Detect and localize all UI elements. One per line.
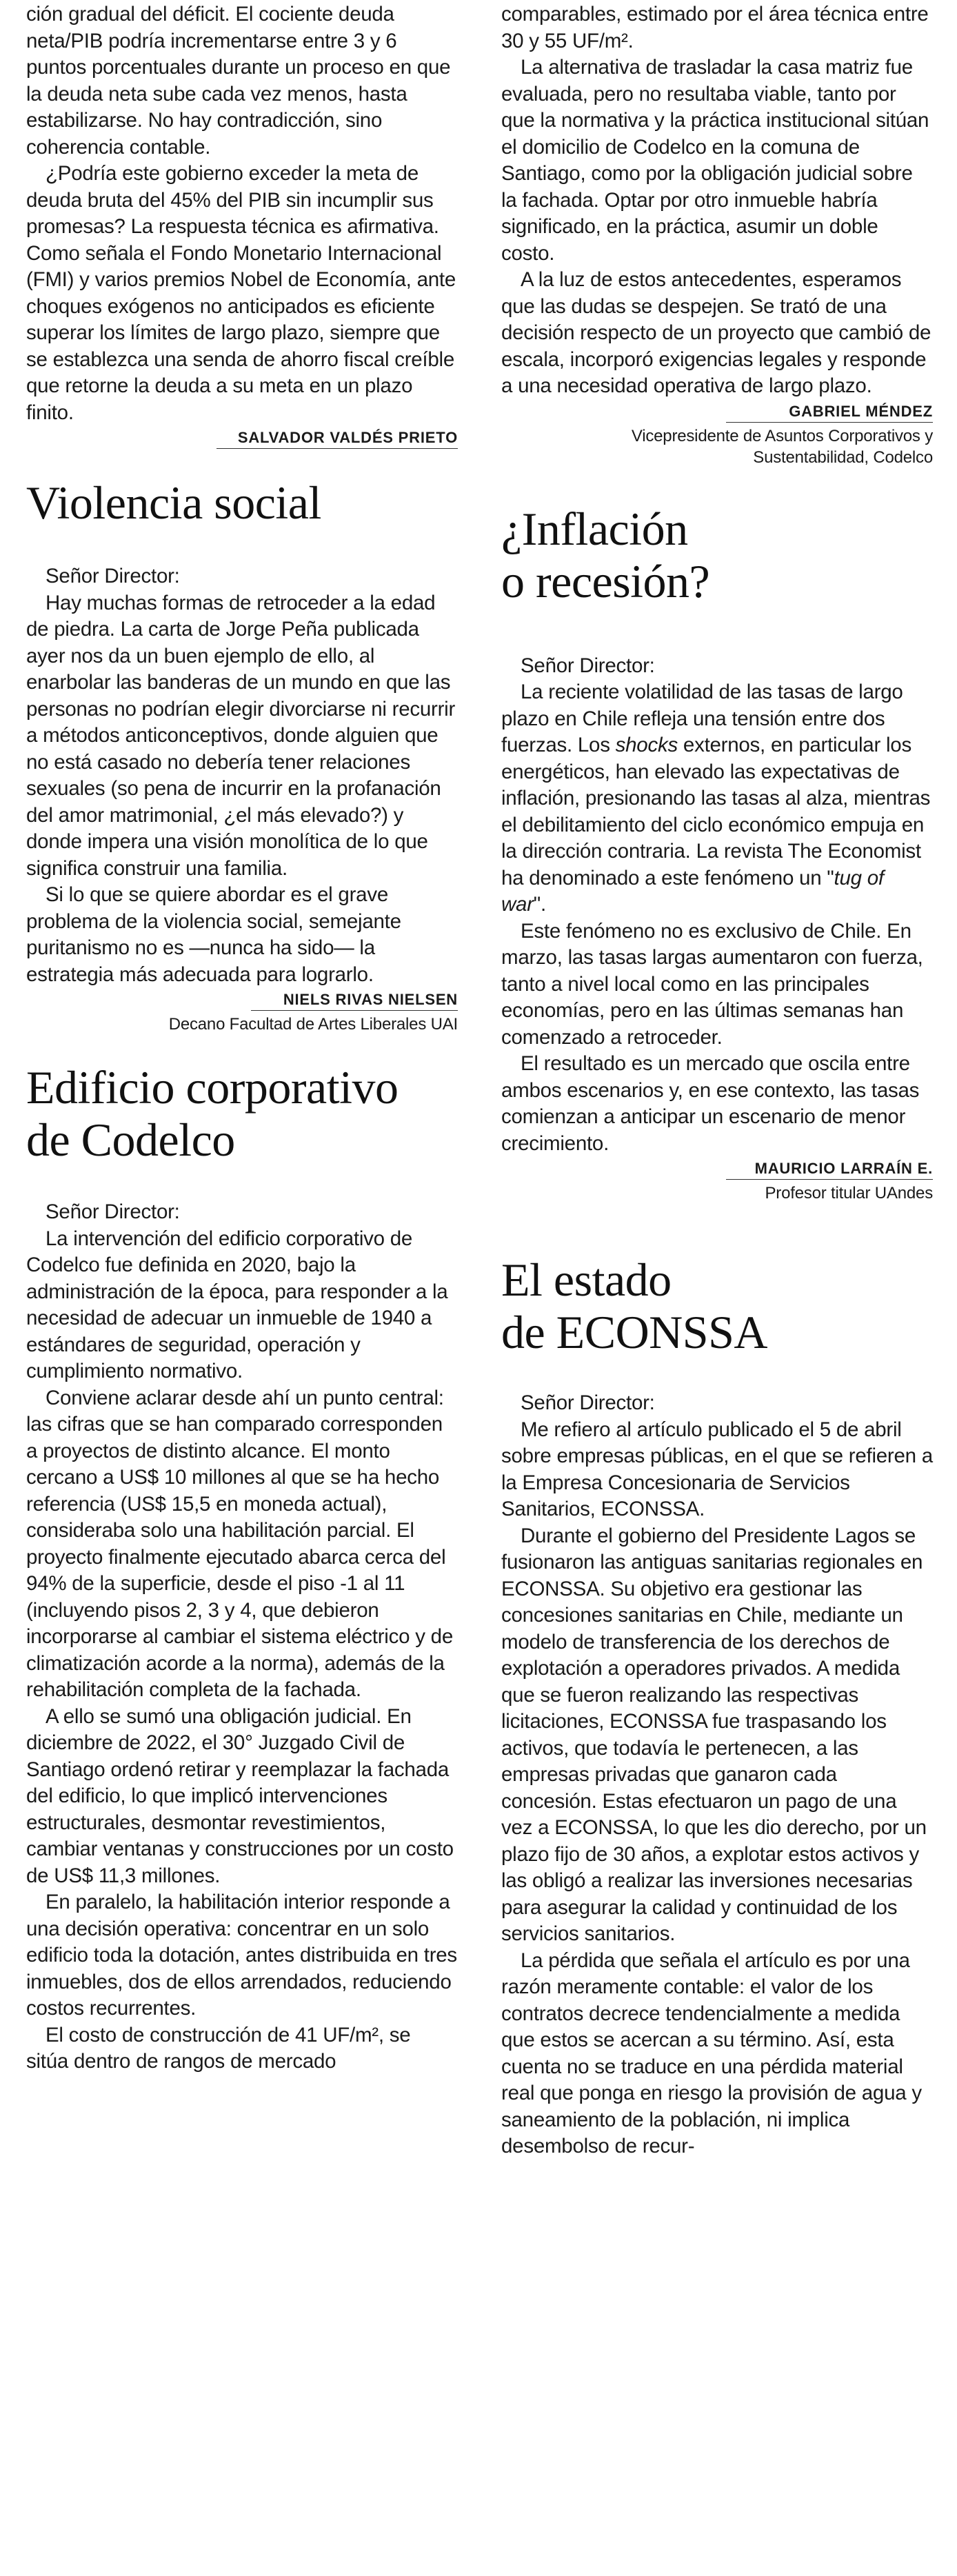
text-run: La reciente volatilidad de las tasas de largo plazo en Chile refleja una tensión entre dos fuerzas. Los <box>501 681 903 756</box>
signature: SALVADOR VALDÉS PRIETO <box>237 429 458 446</box>
signature: GABRIEL MÉNDEZ <box>789 402 933 420</box>
paragraph: Durante el gobierno del Presidente Lagos se fusionaron las antiguas sanitarias regionales en ECONSSA. Su objetivo era gestionar las concesiones sanitarias en Chile, mediante un modelo de transferencia de los derechos de explotación a operadores privados. A medida que se fueron realizando las respectivas licitaciones, ECONSSA fue traspasando los activos, que todavía le pertenecen, a las empresas privadas que ganaron cada concesión. Estas efectuaron un pago de una vez a ECONSSA, lo que les dio derecho, por un plazo fijo de 30 años, a explotar estos activos y las obligó a realizar las inversiones necesarias para asegurar la calidad y continuidad de los servicios sanitarios. <box>501 1524 927 1945</box>
headline <box>26 1061 458 1166</box>
headline-line: de ECONSSA <box>501 1306 768 1358</box>
paragraph: ¿Podría este gobierno exceder la meta de deuda bruta del 45% del PIB sin incumplir sus promesas? La respuesta técnica es afirmativa. Como señala el Fondo Monetario Internacional (FMI) y varios premios Nobel de Economía, ante choques exógenos no anticipados es eficiente superar los límites de largo plazo, siempre que se establezca una senda de ahorro fiscal creíble que retorne la deuda a su meta en un plazo finito. <box>26 162 456 424</box>
letter-estado-econssa <box>501 1254 933 2160</box>
salutation: Señor Director: <box>521 1391 655 1414</box>
letter-violencia-social <box>26 476 458 1035</box>
signature-rule <box>726 1179 933 1180</box>
paragraph: Este fenómeno no es exclusivo de Chile. En marzo, las tasas largas aumentaron con fuerza, tanto a nivel local como en las principales economías, pero en las últimas semanas han comenzado a retroceder. <box>501 919 923 1049</box>
signature-rule <box>216 448 458 449</box>
signature: MAURICIO LARRAÍN E. <box>754 1160 933 1177</box>
paragraph: La pérdida que señala el artículo es por una razón meramente contable: el valor de los contratos decrece tendencialmente a medida que estos se acercan a su término. Así, esta cuenta no se traduce en una pérdida material real que ponga en riesgo la provisión de agua y saneamiento de la población, ni implica desembolso de recur- <box>501 1949 922 2157</box>
paragraph: Si lo que se quiere abordar es el grave problema de la violencia social, semejante puritanismo no es —nunca ha sido— la estrategia más adecuada para lograrlo. <box>26 883 401 986</box>
letter-edificio-codelco <box>26 1061 458 2075</box>
paragraph: La intervención del edificio corporativo de Codelco fue definida en 2020, bajo la administración de la época, para responder a la necesidad de adecuar un inmueble de 1940 a estándares de seguridad, operación y cumplimiento normativo. <box>26 1227 448 1382</box>
paragraph: A ello se sumó una obligación judicial. En diciembre de 2022, el 30° Juzgado Civil de Santiago ordenó retirar y reemplazar la fachada del edificio, lo que implicó intervenciones estructurales, desmontar revestimientos, cambiar ventanas y construcciones por un costo de US$ 11,3 millones. <box>26 1704 454 1887</box>
affiliation-line: Sustentabilidad, Codelco <box>753 447 933 467</box>
paragraph: ción gradual del déficit. El cociente deuda neta/PIB podría incrementarse entre 3 y 6 puntos porcentuales durante un proceso en que la deuda neta sube cada vez menos, hasta estabilizarse. No hay contradicción, sino coherencia contable. <box>26 3 451 159</box>
salutation: Señor Director: <box>46 565 180 587</box>
paragraph: comparables, estimado por el área técnica entre 30 y 55 UF/m². <box>501 3 929 52</box>
text-run: externos, en particular los energéticos, han elevado las expectativas de inflación, presionando las tasas al alza, mientras el debilitamiento del ciclo económico empuja en la dirección contraria. La revista The Economist ha denominado a este fenómeno un " <box>501 734 931 889</box>
paragraph: La alternativa de trasladar la casa matriz fue evaluada, pero no resultaba viable, tanto por que la normativa y la práctica institucional sitúan el domicilio de Codelco en la comuna de Santiago, como por la obligación judicial sobre la fachada. Optar por otro inmueble habría significado, en la práctica, asumir un doble costo. <box>501 56 929 265</box>
signature: NIELS RIVAS NIELSEN <box>283 991 458 1008</box>
headline-line: El estado <box>501 1254 672 1306</box>
headline-line: de Codelco <box>26 1114 235 1166</box>
paragraph: El costo de construcción de 41 UF/m², se sitúa dentro de rangos de mercado <box>26 2023 411 2073</box>
salutation: Señor Director: <box>46 1200 180 1223</box>
paragraph: El resultado es un mercado que oscila entre ambos escenarios y, en ese contexto, las tasas comienzan a anticipar un escenario de menor crecimiento. <box>501 1052 920 1155</box>
paragraph <box>501 679 933 918</box>
italic-run: shocks <box>615 734 678 756</box>
letter-continuation-codelco <box>501 1 933 468</box>
headline-line: ¿Inflación <box>501 502 688 555</box>
signature-rule <box>726 422 933 423</box>
letter-inflacion-recesion <box>501 503 933 1205</box>
paragraph: A la luz de estos antecedentes, esperamos que las dudas se despejen. Se trató de una decisión respecto de un proyecto que cambió de escala, incorporó exigencias legales y responde a una necesidad operativa de largo plazo. <box>501 268 931 397</box>
salutation: Señor Director: <box>521 654 655 677</box>
headline-line: o recesión? <box>501 554 710 607</box>
headline-line: Edificio corporativo <box>26 1061 399 1114</box>
paragraph: En paralelo, la habilitación interior responde a una decisión operativa: concentrar en un solo edificio toda la dotación, antes distribuida en tres inmuebles, dos de ellos arrendados, reduciendo costos recurrentes. <box>26 1891 457 2020</box>
headline: Violencia social <box>26 476 321 529</box>
paragraph: Hay muchas formas de retroceder a la edad de piedra. La carta de Jorge Peña publicada ayer nos da un buen ejemplo de ello, al enarbolar las banderas de un mundo en que las personas no podrían elegir divorciarse ni recurrir a métodos anticonceptivos, donde alguien que no está casado no debería tener relaciones sexuales (so pena de incurrir en la profanación del amor matrimonial, ¿el más elevado?) y donde impera una visión monolítica de lo que significa construir una familia. <box>26 591 456 880</box>
right-column <box>501 0 933 2160</box>
affiliation <box>501 425 933 468</box>
affiliation-line: Vicepresidente de Asuntos Corporativos y <box>631 426 933 445</box>
left-column <box>26 0 458 2075</box>
headline <box>501 1254 933 1358</box>
paragraph: Me refiero al artículo publicado el 5 de abril sobre empresas públicas, en el que se refieren a la Empresa Concesionaria de Servicios Sanitarios, ECONSSA. <box>501 1418 933 1520</box>
italic-run: tug of war <box>501 866 884 916</box>
affiliation: Decano Facultad de Artes Liberales UAI <box>168 1015 458 1034</box>
headline <box>501 503 933 607</box>
paragraph: Conviene aclarar desde ahí un punto central: las cifras que se han comparado corresponden a proyectos de distinto alcance. El monto cercano a US$ 10 millones al que se ha hecho referencia (US$ 15,5 en moneda actual), consideraba solo una habilitación parcial. El proyecto finalmente ejecutado abarca cerca del 94% de la superficie, desde el piso -1 al 11 (incluyendo pisos 2, 3 y 4, que debieron incorporarse al cambiar el sistema eléctrico y de climatización acorde a la norma), además de la rehabilitación completa de la fachada. <box>26 1386 453 1701</box>
affiliation: Profesor titular UAndes <box>765 1184 933 1203</box>
letter-continuation-fiscal <box>26 1 458 449</box>
text-run: ". <box>533 893 546 916</box>
signature-rule <box>251 1010 458 1011</box>
